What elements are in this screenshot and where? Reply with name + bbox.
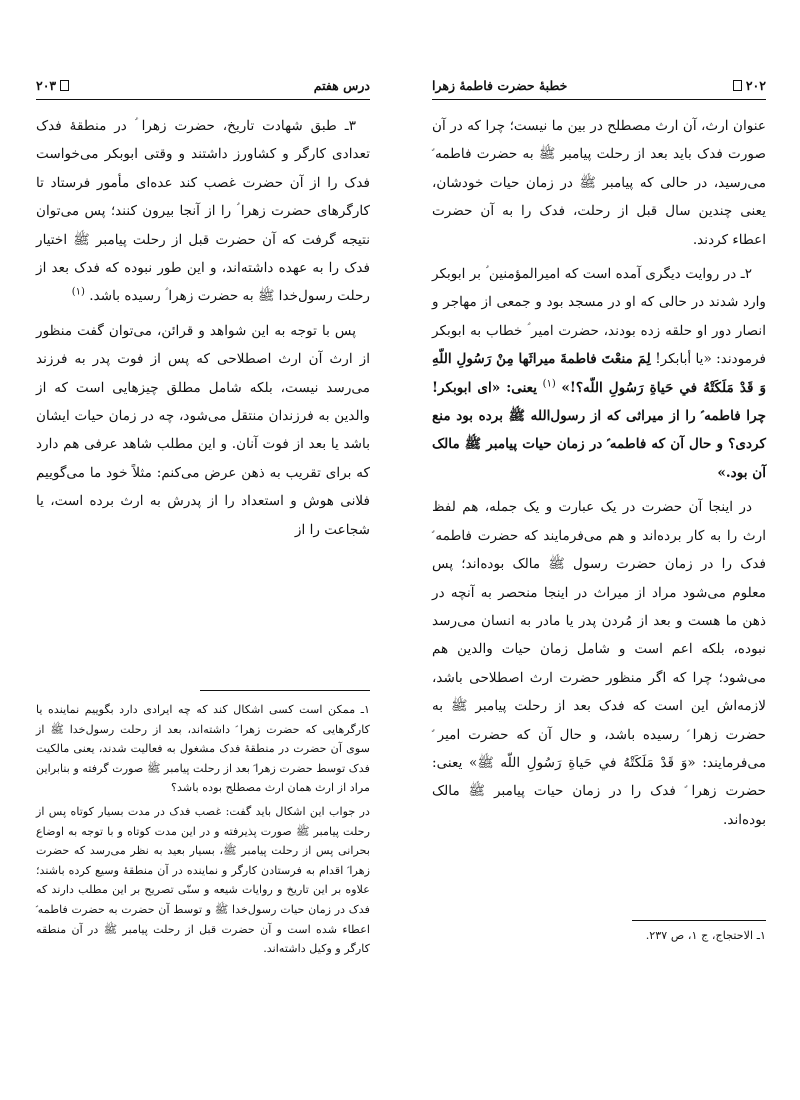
page-marker-square-icon	[60, 80, 69, 91]
paragraph-text: ۳ـ طبق شهادت تاریخ، حضرت زهرا ؑ در منطقهٔ فدک تعدادی کارگر و کشاورز داشتند و وقتی ابوبکر می‌خواست فدک را از آن حضرت غصب کند عده‌ای مأمور فرستاد تا کارگرهای حضرت زهرا ؑ را از آنجا بیرون کنند؛ پس می‌توان نتیجه گرفت که آن حضرت قبل از رحلت پیامبر ﷺ اختیار فدک را به عهده داشته‌اند، و این طور نبوده که فدک بعد از رحلت رسول‌خدا ﷺ به حضرت زهرا ؑ رسیده باشد.	[36, 118, 370, 305]
right-page	[432, 78, 766, 840]
right-page-number-group	[733, 78, 766, 93]
right-page-header	[432, 78, 766, 100]
left-page-number: ۲۰۳	[36, 78, 57, 93]
left-page-header-title: درس هفتم	[313, 78, 370, 93]
paragraph: پس با توجه به این شواهد و قرائن، می‌توان گفت منظور از ارث آن ارث اصطلاحی که پس از فوت پدر به فرزند می‌رسد نیست، بلکه شامل مطلق چیزهایی است که از والدین به فرزندان منتقل می‌شود، چه در زمان حیات ایشان باشد یا بعد از فوت آنان. و این مطلب شاهد عرفی هم دارد که برای تقریب به ذهن عرض می‌کنم: مثلاً خود ما می‌گوییم فلانی هوش و استعداد را از پدرش به ارث برده است، یا شجاعت را از	[36, 322, 370, 538]
footnote: ۱ـ ممکن است کسی اشکال کند که چه ایرادی دارد بگوییم نماینده یا کارگرهایی که حضرت زهرا ؑ داشته‌اند، بعد از رحلت رسول‌خدا ﷺ از سوی آن حضرت در منطقهٔ فدک مشغول به فعالیت شدند، یعنی مالکیت فدک توسط حضرت زهرا ؑ بعد از رحلت پیامبر ﷺ صورت گرفته و بنابراین مراد از ارث همان ارث مصطلح بوده باشد؟	[35, 703, 370, 795]
paragraph: در اینجا آن حضرت در یک عبارت و یک جمله، هم لفظ ارث را به کار برده‌اند و هم می‌فرمایند که حضرت فاطمه ؑ فدک را در زمان حضرت رسول ﷺ مالک بوده‌اند؛ پس معلوم می‌شود مراد از میراث در اینجا منحصر به آنچه در ذهن ما هست و بعد از مُردن پدر یا مادر به انسان می‌رسد نبوده، بلکه اعم است و شامل زمان حیات والدین هم می‌شود؛ چرا که اگر منظور حضرت ارث اصطلاحی باشد، لازمه‌اش این است که فدک بعد از رحلت پیامبر ﷺ به حضرت زهرا ؑ رسیده باشد، و حال آن که حضرت امیر ؑ می‌فرمایند: «وَ قَدْ مَلَکَتْهُ في حَیاةِ رَسُولِ اللّه ﷺ» یعنی: حضرت زهرا ؑ فدک را در زمان حیات پیامبر ﷺ مالک بوده‌اند.	[432, 499, 766, 828]
right-page-number: ۲۰۲	[745, 78, 766, 93]
page-marker-square-icon	[733, 80, 742, 91]
left-page-number-group	[36, 78, 69, 93]
paragraph-text: ۲ـ در روایت دیگری آمده است که امیرالمؤمنین ؑ بر ابوبکر وارد شدند در حالی که او در مسجد بود و جمعی از مهاجر و انصار دور او حلقه زده بودند، حضرت امیر ؑ خطاب به ابوبکر فرمودند: «یا أبابکر!	[432, 266, 766, 368]
footnote-divider	[200, 690, 370, 691]
left-page-body	[36, 112, 370, 544]
footnote-reference: (۱)	[71, 286, 85, 298]
left-footnotes	[36, 700, 370, 963]
paragraph	[36, 112, 370, 311]
footnote-reference: (۱)	[542, 378, 556, 390]
footnote-divider	[632, 920, 766, 921]
left-page-header	[36, 78, 370, 100]
paragraph: عنوان ارث، آن ارث مصطلح در بین ما نیست؛ چرا که در آن صورت فدک باید بعد از رحلت پیامبر ﷺ به حضرت فاطمه ؑ می‌رسید، در حالی که پیامبر ﷺ در زمان حیات خودشان، یعنی چندین سال قبل از رحلت، فدک را به آن حضرت اعطاء کردند.	[432, 118, 766, 248]
footnote: ۱ـ الاحتجاج، ج ۱، ص ۲۳۷.	[645, 929, 766, 942]
right-footnotes	[432, 926, 766, 950]
paragraph	[432, 260, 766, 487]
left-page	[36, 78, 370, 550]
footnote: در جواب این اشکال باید گفت: غصب فدک در مدت بسیار کوتاه پس از رحلت پیامبر ﷺ صورت پذیرفته و در این مدت کوتاه و با توجه به اوضاع بحرانی پس از رحلت پیامبر ﷺ، بسیار بعید به نظر می‌رسد که حضرت زهرا ؑ اقدام به فرستادن کارگر و نماینده در آن منطقهٔ وسیع کرده باشند؛ علاوه بر این تاریخ و روایات شیعه و سنّی تصریح بر این مطلب دارند که فدک در زمان حیات رسول‌خدا ﷺ و توسط آن حضرت به حضرت فاطمه ؑ اعطاء شده است و آن حضرت قبل از رحلت پیامبر ﷺ در آن منطقه کارگر و وکیل داشته‌اند.	[36, 804, 370, 956]
right-page-body	[432, 112, 766, 834]
arabic-quote: لِمَ منعْتَ فاطمةَ میراثَها مِنْ رَسُولِ اللّهِ وَ قَدْ مَلَکَتْهُ في حَیاةِ رَسُولِ اللّه؟!»	[432, 351, 767, 396]
quote-translation: یعنی: «ای ابوبکر! چرا فاطمه ؑ را از میراثی که از رسول‌الله ﷺ برده بود منع کردی؟ و حال آن که فاطمه ؑ در زمان حیات پیامبر ﷺ مالک آن بود.»	[432, 379, 766, 481]
right-page-header-title: خطبهٔ حضرت فاطمهٔ زهرا	[432, 78, 568, 93]
